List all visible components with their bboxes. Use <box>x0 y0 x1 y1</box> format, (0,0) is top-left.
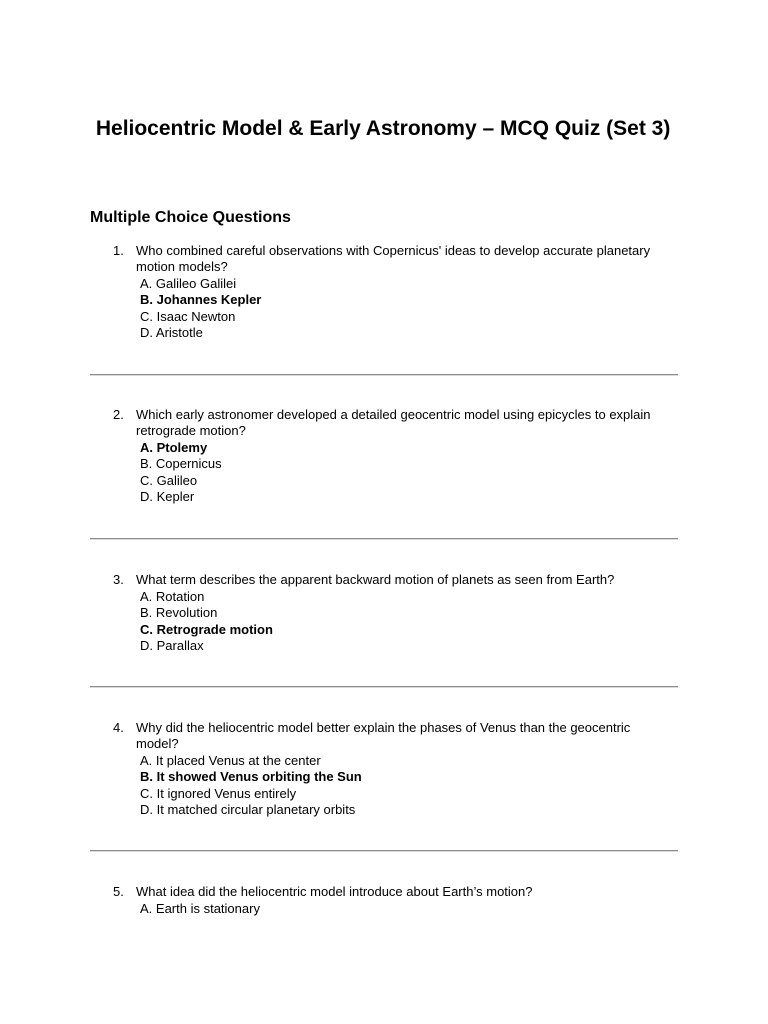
answer-option-correct: C. Retrograde motion <box>140 621 273 637</box>
answer-option: C. It ignored Venus entirely <box>140 785 297 801</box>
answer-options <box>140 901 260 917</box>
answer-option: D. Aristotle <box>140 325 203 341</box>
answer-option-correct: A. Ptolemy <box>140 440 208 455</box>
answer-option: A. Earth is stationary <box>140 901 260 916</box>
question-text: Who combined careful observations with Copernicus' ideas to develop accurate planetary motion models? <box>136 243 651 275</box>
answer-option: D. It matched circular planetary orbits <box>140 802 356 818</box>
answer-option: A. It placed Venus at the center <box>140 753 321 768</box>
divider <box>90 686 678 688</box>
question-number: 2. <box>113 407 124 422</box>
answer-option: A. Galileo Galilei <box>140 276 237 291</box>
question-number: 1. <box>113 243 124 258</box>
answer-options <box>140 589 273 655</box>
divider <box>90 374 678 376</box>
question-number: 3. <box>113 572 124 587</box>
answer-options <box>140 440 222 506</box>
answer-option: B. Copernicus <box>140 456 222 472</box>
document-title: Heliocentric Model & Early Astronomy – MCQ Quiz (Set 3) <box>90 117 671 140</box>
question-text: Which early astronomer developed a detailed geocentric model using epicycles to explain retrograde motion? <box>136 407 651 439</box>
answer-option: A. Rotation <box>140 589 205 604</box>
answer-options <box>140 276 261 342</box>
question-text: Why did the heliocentric model better explain the phases of Venus than the geocentric model? <box>136 720 631 752</box>
divider <box>90 850 678 852</box>
answer-option: C. Isaac Newton <box>140 308 236 324</box>
answer-option-correct: B. Johannes Kepler <box>140 292 262 308</box>
divider <box>90 538 678 540</box>
question-text: What term describes the apparent backward motion of planets as seen from Earth? <box>136 572 615 587</box>
question-text: What idea did the heliocentric model introduce about Earth’s motion? <box>136 884 533 899</box>
answer-options <box>140 753 362 819</box>
section-heading: Multiple Choice Questions <box>90 209 291 226</box>
answer-option: B. Revolution <box>140 605 218 621</box>
answer-option: C. Galileo <box>140 472 198 488</box>
answer-option: D. Parallax <box>140 638 204 654</box>
answer-option: D. Kepler <box>140 489 195 505</box>
question-number: 5. <box>113 884 124 899</box>
question-number: 4. <box>113 720 124 735</box>
answer-option-correct: B. It showed Venus orbiting the Sun <box>140 769 362 785</box>
